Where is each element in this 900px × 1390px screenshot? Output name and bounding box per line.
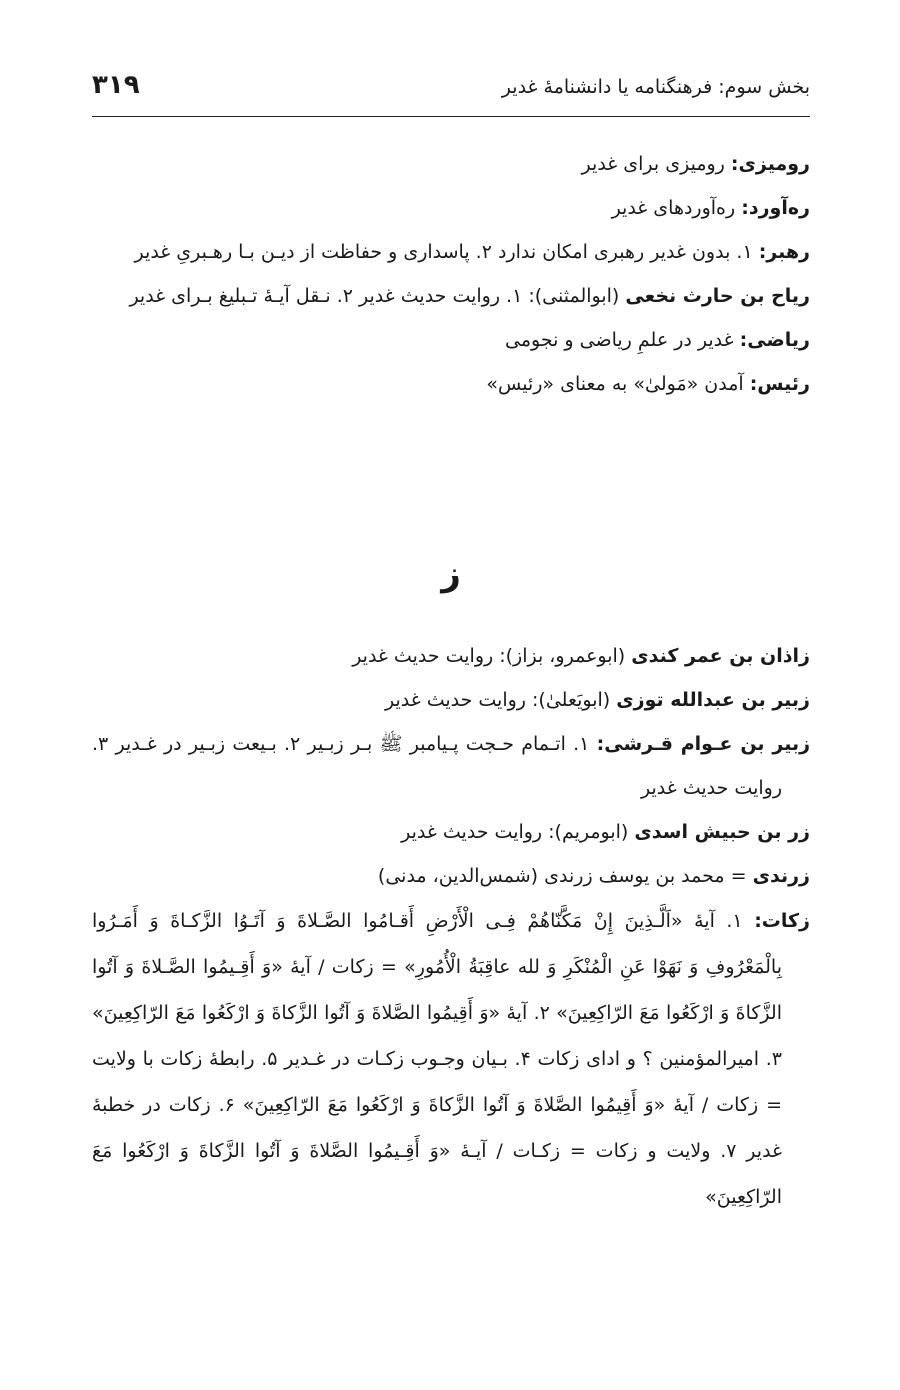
entry-term: زبیر بن عـوام قـرشی: xyxy=(596,733,811,755)
entry-text: رومیزی برای غدیر xyxy=(581,153,731,175)
entry-text: ره‌آوردهای غدیر xyxy=(611,197,742,219)
entry-text: (ابویَعلیٰ): روایت حدیث غدیر xyxy=(384,689,617,711)
entry-term: ره‌آورد: xyxy=(741,197,810,219)
page-number: ۳۱۹ xyxy=(92,70,140,100)
entry-text: (ابوعمرو، بزاز): روایت حدیث غدیر xyxy=(352,645,632,667)
entry-romizi xyxy=(92,142,810,186)
running-header-title: بخش سوم: فرهنگنامه یا دانشنامهٔ غدیر xyxy=(501,76,810,98)
entry-term: ریاح بن حارث نخعی xyxy=(625,285,810,307)
entry-rais xyxy=(92,362,810,406)
entry-term: زر بن حبیش اسدی xyxy=(634,821,810,843)
entry-term: ریاضی: xyxy=(739,329,810,351)
running-header xyxy=(92,68,810,117)
entry-term: زرندی xyxy=(752,865,810,887)
entry-riyah xyxy=(92,274,810,318)
entry-term: زکات: xyxy=(754,910,810,932)
entry-term: رهبر: xyxy=(758,241,810,263)
entry-text: ۱. اتـمام حـجت پـیامبر ﷺ بـر زبـیر ۲. بـیعت زبـیر در غـدیر ۳. روایت حدیث غدیر xyxy=(92,733,782,799)
entry-zirr xyxy=(92,810,810,854)
entry-text: غدیر در علمِ ریاضی و نجومی xyxy=(505,329,740,351)
entry-text: ۱. بدون غدیر رهبری امکان ندارد ۲. پاسداری و حفاظت از دیـن بـا رهـبریِ غدیر xyxy=(134,241,759,263)
entry-zakat xyxy=(92,898,810,1220)
entry-text: (ابومریم): روایت حدیث غدیر xyxy=(401,821,635,843)
entry-text: ۱. آیهٔ «اَلَّـذِینَ إِنْ مَکَّنّاهُمْ فِـی الْأَرْضِ أَقـامُوا الصَّـلاةَ وَ آتَـوُا الزَّکـاةَ وَ أَمَـرُوا بِالْمَعْرُوفِ وَ نَهَوْا عَنِ الْمُنْکَرِ وَ لله عاقِبَةُ الْأُمُورِ» = زکات / آیهٔ «وَ أَقِـیمُوا الصَّـلاةَ وَ آتُوا الزَّکاةَ وَ ارْکَعُوا مَعَ الرّاکِعِینَ» ۲. آیهٔ «وَ أَقِیمُوا الصَّلاةَ وَ آتُوا الزَّکاةَ وَ ارْکَعُوا مَعَ الرّاکِعِینَ» ۳. امیرالمؤمنین ؟ و ادای زکات ۴. بـیان وجـوب زکـات در غـدیر ۵. رابطهٔ زکات با ولایت = زکات / آیهٔ «وَ أَقِیمُوا الصَّلاةَ وَ آتُوا الزَّکاةَ وَ ارْکَعُوا مَعَ الرّاکِعِینَ» ۶. زکات در خطبهٔ غدیر ۷. ولایت و زکات = زکـات / آیـهٔ «وَ أَقِـیمُوا الصَّلاةَ وَ آتُوا الزَّکاةَ وَ ارْکَعُوا مَعَ الرّاکِعِینَ» xyxy=(92,910,782,1208)
entry-text: = محمد بن یوسف زرندی (شمس‌الدین، مدنی) xyxy=(377,865,753,887)
entry-zubayr-tawzi xyxy=(92,678,810,722)
entry-zazan xyxy=(92,634,810,678)
entry-rahbar xyxy=(92,230,810,274)
entry-riyazi xyxy=(92,318,810,362)
entry-text: آمدن «مَولیٰ» به معنای «رئیس» xyxy=(486,373,750,395)
entry-term: رومیزی: xyxy=(730,153,810,175)
entry-term: زاذان بن عمر کندی xyxy=(631,645,810,667)
entries-section-z xyxy=(92,634,810,1220)
entry-rahavard xyxy=(92,186,810,230)
book-page xyxy=(92,0,810,1390)
entry-zubayr-awwam xyxy=(92,722,810,810)
entry-text: (ابوالمثنی): ۱. روایت حدیث غدیر ۲. نـقل آیـهٔ تـبلیغ بـرای غدیر xyxy=(129,285,626,307)
entry-term: رئیس: xyxy=(749,373,810,395)
entry-zarandi xyxy=(92,854,810,898)
section-letter-heading: ز xyxy=(441,554,461,594)
entry-term: زبیر بن عبدالله توزی xyxy=(616,689,810,711)
entries-section-r xyxy=(92,142,810,406)
